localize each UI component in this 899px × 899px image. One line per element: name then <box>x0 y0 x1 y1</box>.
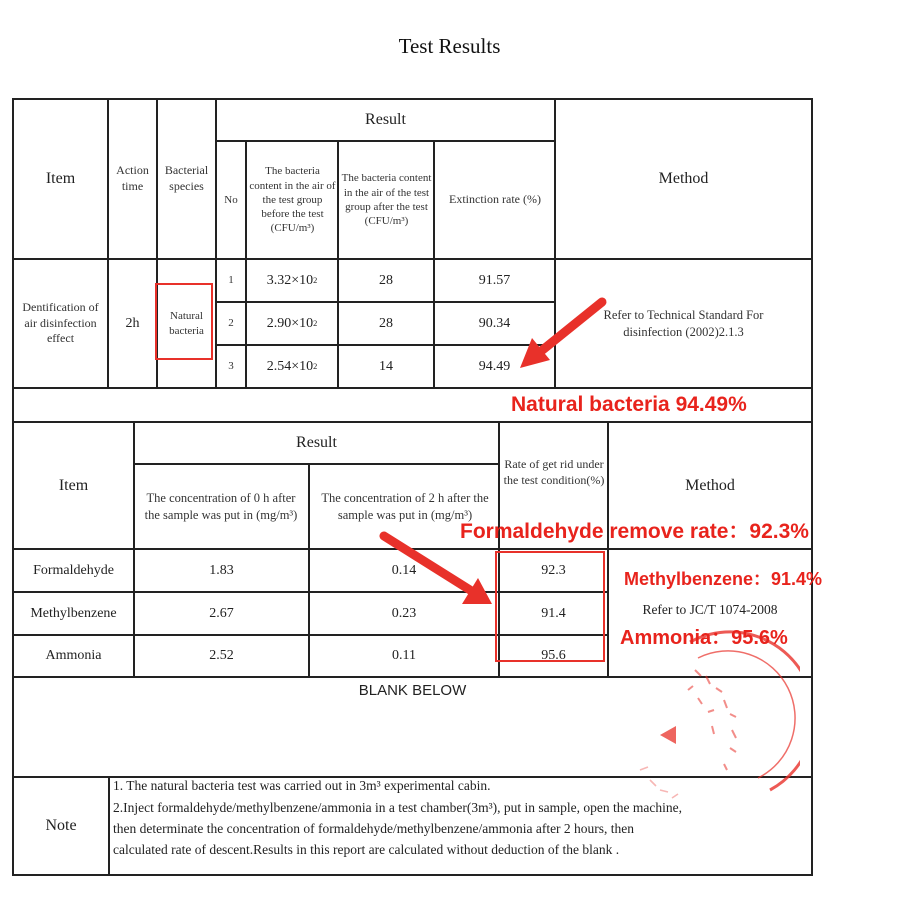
t1-item: Dentification of air disinfection effect <box>22 300 99 346</box>
t2-item: Methylbenzene <box>30 605 117 621</box>
t1-before: 2.90×10 2 <box>266 315 318 331</box>
t1-header-no: No <box>224 193 238 206</box>
t1-no: 2 <box>228 317 234 330</box>
t2-c0: 2.67 <box>209 605 234 621</box>
arrow-icon-rates <box>384 536 492 604</box>
t2-header-result: Result <box>296 434 337 451</box>
note-line-1: 1. The natural bacteria test was carried out in 3m³ experimental cabin. <box>113 778 491 793</box>
t1-rate: 91.57 <box>478 272 511 288</box>
t1-before-mantissa: 2.54×10 <box>266 358 314 374</box>
t2-c0: 1.83 <box>209 562 234 578</box>
t1-header-extinction: Extinction rate (%) <box>449 192 541 207</box>
annotation-formaldehyde: Formaldehyde remove rate：92.3% <box>460 520 809 543</box>
t1-after: 28 <box>379 315 393 331</box>
arrow-icon-bacteria <box>520 302 602 368</box>
t1-header-bacterial-species: Bacterial species <box>164 163 209 193</box>
t1-before: 2.54×10 2 <box>266 358 318 374</box>
annotation-natural-bacteria: Natural bacteria 94.49% <box>511 393 747 416</box>
t1-rate: 90.34 <box>478 315 511 331</box>
t2-item: Ammonia <box>45 648 102 664</box>
t2-c2: 0.11 <box>392 648 416 664</box>
t1-method: Refer to Technical Standard For disinfection (2002)2.1.3 <box>603 308 764 339</box>
note-line-3: then determinate the concentration of formaldehyde/methylbenzene/ammonia after 2 hours, then <box>113 821 635 836</box>
t2-c0: 2.52 <box>209 648 234 664</box>
t2-c2: 0.23 <box>391 605 417 621</box>
t2-header-item: Item <box>58 476 89 494</box>
annotation-ammonia: Ammonia：95.6% <box>620 627 788 649</box>
t1-after: 14 <box>379 358 393 374</box>
t1-header-action-time: Action time <box>116 163 149 193</box>
t2-header-rate: Rate of get rid under the test condition(%) <box>503 457 605 487</box>
t1-header-after-text: The bacteria content in the air of the test group after the test <box>341 172 432 213</box>
t1-header-item: Item <box>45 170 76 187</box>
t1-action-time: 2h <box>125 315 140 331</box>
note-line-2: 2.Inject formaldehyde/methylbenzene/ammonia in a test chamber(3m³), put in sample, open the machine, <box>113 800 682 815</box>
t2-header-conc-0h: The concentration of 0 h after the sample was put in (mg/m³) <box>144 491 298 522</box>
t2-item: Formaldehyde <box>33 562 114 578</box>
t1-header-before-unit: (CFU/m³) <box>270 222 315 235</box>
t1-no: 1 <box>228 274 234 287</box>
t1-header-after-unit: (CFU/m³) <box>364 215 409 228</box>
t1-header-method: Method <box>658 170 709 187</box>
t1-header-result: Result <box>365 111 406 128</box>
blank-below: BLANK BELOW <box>358 681 467 699</box>
page-title: Test Results <box>398 34 501 58</box>
t1-header-before-text: The bacteria content in the air of the test group before the test <box>249 165 336 221</box>
t2-rate: 92.3 <box>541 562 566 578</box>
t2-header-method: Method <box>685 476 735 494</box>
t1-rate: 94.49 <box>478 358 511 374</box>
annotation-methylbenzene: Methylbenzene：91.4% <box>624 569 823 589</box>
t2-header-conc-2h: The concentration of 2 h after the sample was put in (mg/m³) <box>321 491 489 522</box>
note-line-4: calculated rate of descent.Results in this report are calculated without deduction of the blank . <box>113 842 620 857</box>
t1-before: 3.32×10 2 <box>266 272 318 288</box>
t1-species: Natural bacteria <box>169 310 204 337</box>
t1-before-mantissa: 3.32×10 <box>266 272 314 288</box>
t1-no: 3 <box>228 360 234 373</box>
note-label: Note <box>45 817 77 834</box>
t2-rate: 91.4 <box>541 605 566 621</box>
t2-rate: 95.6 <box>541 648 566 664</box>
t1-before-mantissa: 2.90×10 <box>266 315 314 331</box>
t2-c2: 0.14 <box>391 562 417 578</box>
t2-method: Refer to JC/T 1074-2008 <box>642 601 778 617</box>
t1-after: 28 <box>379 272 393 288</box>
